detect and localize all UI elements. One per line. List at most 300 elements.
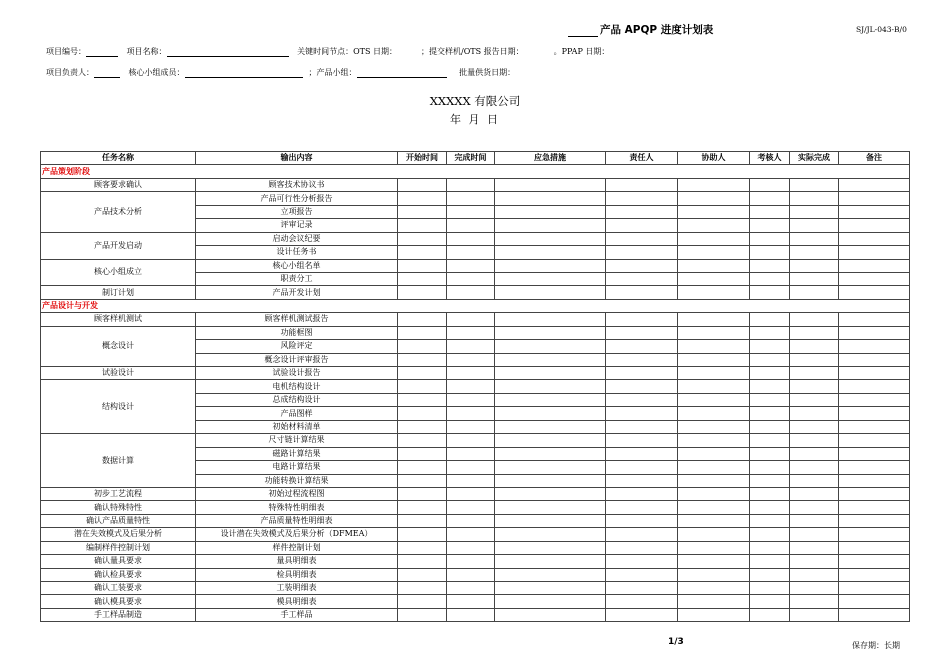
contingency-cell[interactable] [495,461,606,474]
assistant-cell[interactable] [678,407,750,420]
owner-cell[interactable] [606,582,678,595]
remarks-cell[interactable] [839,608,910,621]
assistant-cell[interactable] [678,555,750,568]
owner-cell[interactable] [606,501,678,514]
task-name-cell: 初步工艺流程 [41,487,196,500]
start-time-cell[interactable] [398,367,447,380]
assistant-cell[interactable] [678,367,750,380]
remarks-cell[interactable] [839,555,910,568]
remarks-cell[interactable] [839,514,910,527]
core-members-label: 核心小组成员： [128,68,185,77]
remarks-cell[interactable] [839,313,910,326]
assistant-cell[interactable] [678,246,750,259]
reviewer-cell[interactable] [750,326,790,339]
reviewer-cell[interactable] [750,367,790,380]
reviewer-cell[interactable] [750,393,790,406]
contingency-cell[interactable] [495,313,606,326]
start-time-cell[interactable] [398,514,447,527]
finish-time-cell[interactable] [447,367,495,380]
actual-completion-cell[interactable] [790,313,839,326]
table-row [41,367,910,380]
assistant-cell[interactable] [678,595,750,608]
project-name-field[interactable] [167,47,289,57]
remarks-cell[interactable] [839,568,910,581]
contingency-cell[interactable] [495,326,606,339]
actual-completion-cell[interactable] [790,608,839,621]
start-time-cell[interactable] [398,407,447,420]
actual-completion-cell[interactable] [790,219,839,232]
assistant-cell[interactable] [678,487,750,500]
finish-time-cell[interactable] [447,420,495,433]
actual-completion-cell[interactable] [790,514,839,527]
actual-completion-cell[interactable] [790,205,839,218]
table-row [41,528,910,541]
table-row [41,380,910,393]
assistant-cell[interactable] [678,232,750,245]
output-cell: 电机结构设计 [196,380,398,393]
assistant-cell[interactable] [678,340,750,353]
remarks-cell[interactable] [839,178,910,191]
output-cell: 核心小组名单 [196,259,398,272]
contingency-cell[interactable] [495,246,606,259]
start-time-cell[interactable] [398,340,447,353]
assistant-cell[interactable] [678,434,750,447]
remarks-cell[interactable] [839,447,910,460]
actual-completion-cell[interactable] [790,474,839,487]
contingency-cell[interactable] [495,447,606,460]
table-row [41,178,910,191]
core-members-field[interactable] [185,68,303,78]
owner-cell[interactable] [606,595,678,608]
assistant-cell[interactable] [678,178,750,191]
reviewer-cell[interactable] [750,178,790,191]
finish-time-cell[interactable] [447,487,495,500]
reviewer-cell[interactable] [750,286,790,299]
finish-time-cell[interactable] [447,528,495,541]
reviewer-cell[interactable] [750,353,790,366]
owner-cell[interactable] [606,380,678,393]
reviewer-cell[interactable] [750,380,790,393]
reviewer-cell[interactable] [750,582,790,595]
owner-cell[interactable] [606,219,678,232]
output-cell: 特殊特性明细表 [196,501,398,514]
finish-time-cell[interactable] [447,246,495,259]
reviewer-cell[interactable] [750,205,790,218]
actual-completion-cell[interactable] [790,259,839,272]
assistant-cell[interactable] [678,461,750,474]
document-date: 年 月 日 [450,113,500,126]
output-cell: 检具明细表 [196,568,398,581]
contingency-cell[interactable] [495,272,606,285]
remarks-cell[interactable] [839,219,910,232]
remarks-cell[interactable] [839,286,910,299]
remarks-cell[interactable] [839,487,910,500]
contingency-cell[interactable] [495,595,606,608]
actual-completion-cell[interactable] [790,353,839,366]
reviewer-cell[interactable] [750,447,790,460]
reviewer-cell[interactable] [750,528,790,541]
actual-completion-cell[interactable] [790,528,839,541]
contingency-cell[interactable] [495,487,606,500]
reviewer-cell[interactable] [750,246,790,259]
finish-time-cell[interactable] [447,582,495,595]
remarks-cell[interactable] [839,380,910,393]
remarks-cell[interactable] [839,541,910,554]
retention-period: 保存期：长期 [852,641,900,650]
assistant-cell[interactable] [678,286,750,299]
start-time-cell[interactable] [398,205,447,218]
finish-time-cell[interactable] [447,514,495,527]
output-cell: 产品质量特性明细表 [196,514,398,527]
output-cell: 尺寸链计算结果 [196,434,398,447]
owner-cell[interactable] [606,514,678,527]
remarks-cell[interactable] [839,393,910,406]
finish-time-cell[interactable] [447,393,495,406]
task-name-cell: 潜在失效模式及后果分析 [41,528,196,541]
remarks-cell[interactable] [839,340,910,353]
manager-field[interactable] [94,68,120,78]
contingency-cell[interactable] [495,367,606,380]
project-no-field[interactable] [86,47,118,57]
owner-cell[interactable] [606,420,678,433]
contingency-cell[interactable] [495,340,606,353]
remarks-cell[interactable] [839,326,910,339]
actual-completion-cell[interactable] [790,246,839,259]
start-time-cell[interactable] [398,232,447,245]
product-group-field[interactable] [357,68,447,78]
finish-time-cell[interactable] [447,259,495,272]
owner-cell[interactable] [606,340,678,353]
actual-completion-cell[interactable] [790,393,839,406]
remarks-cell[interactable] [839,474,910,487]
actual-completion-cell[interactable] [790,367,839,380]
reviewer-cell[interactable] [750,555,790,568]
contingency-cell[interactable] [495,528,606,541]
actual-completion-cell[interactable] [790,501,839,514]
owner-cell[interactable] [606,447,678,460]
start-time-cell[interactable] [398,608,447,621]
remarks-cell[interactable] [839,528,910,541]
assistant-cell[interactable] [678,447,750,460]
start-time-cell[interactable] [398,487,447,500]
finish-time-cell[interactable] [447,434,495,447]
actual-completion-cell[interactable] [790,326,839,339]
assistant-cell[interactable] [678,259,750,272]
reviewer-cell[interactable] [750,608,790,621]
task-name-cell: 核心小组成立 [41,259,196,286]
assistant-cell[interactable] [678,528,750,541]
reviewer-cell[interactable] [750,474,790,487]
start-time-cell[interactable] [398,178,447,191]
output-cell: 初始过程流程图 [196,487,398,500]
finish-time-cell[interactable] [447,541,495,554]
actual-completion-cell[interactable] [790,447,839,460]
product-group-label: ；产品小组： [308,68,357,77]
owner-cell[interactable] [606,178,678,191]
contingency-cell[interactable] [495,582,606,595]
start-time-cell[interactable] [398,595,447,608]
finish-time-cell[interactable] [447,232,495,245]
finish-time-cell[interactable] [447,568,495,581]
actual-completion-cell[interactable] [790,286,839,299]
assistant-cell[interactable] [678,568,750,581]
owner-cell[interactable] [606,434,678,447]
owner-cell[interactable] [606,568,678,581]
finish-time-cell[interactable] [447,178,495,191]
contingency-cell[interactable] [495,420,606,433]
start-time-cell[interactable] [398,272,447,285]
actual-completion-cell[interactable] [790,487,839,500]
start-time-cell[interactable] [398,246,447,259]
contingency-cell[interactable] [495,259,606,272]
owner-cell[interactable] [606,259,678,272]
contingency-cell[interactable] [495,474,606,487]
contingency-cell[interactable] [495,232,606,245]
reviewer-cell[interactable] [750,232,790,245]
reviewer-cell[interactable] [750,595,790,608]
contingency-cell[interactable] [495,541,606,554]
owner-cell[interactable] [606,608,678,621]
start-time-cell[interactable] [398,447,447,460]
contingency-cell[interactable] [495,514,606,527]
start-time-cell[interactable] [398,555,447,568]
remarks-cell[interactable] [839,595,910,608]
start-time-cell[interactable] [398,353,447,366]
remarks-cell[interactable] [839,246,910,259]
reviewer-cell[interactable] [750,420,790,433]
owner-cell[interactable] [606,326,678,339]
start-time-cell[interactable] [398,286,447,299]
contingency-cell[interactable] [495,407,606,420]
assistant-cell[interactable] [678,608,750,621]
table-row [41,595,910,608]
remarks-cell[interactable] [839,367,910,380]
actual-completion-cell[interactable] [790,178,839,191]
actual-completion-cell[interactable] [790,232,839,245]
reviewer-cell[interactable] [750,340,790,353]
remarks-cell[interactable] [839,205,910,218]
finish-time-cell[interactable] [447,286,495,299]
start-time-cell[interactable] [398,420,447,433]
start-time-cell[interactable] [398,219,447,232]
actual-completion-cell[interactable] [790,192,839,205]
actual-completion-cell[interactable] [790,582,839,595]
contingency-cell[interactable] [495,219,606,232]
remarks-cell[interactable] [839,407,910,420]
owner-cell[interactable] [606,541,678,554]
reviewer-cell[interactable] [750,407,790,420]
contingency-cell[interactable] [495,568,606,581]
owner-cell[interactable] [606,313,678,326]
finish-time-cell[interactable] [447,272,495,285]
reviewer-cell[interactable] [750,568,790,581]
owner-cell[interactable] [606,353,678,366]
finish-time-cell[interactable] [447,474,495,487]
reviewer-cell[interactable] [750,501,790,514]
finish-time-cell[interactable] [447,501,495,514]
remarks-cell[interactable] [839,259,910,272]
reviewer-cell[interactable] [750,313,790,326]
start-time-cell[interactable] [398,568,447,581]
column-header-task-name: 任务名称 [41,152,196,165]
contingency-cell[interactable] [495,178,606,191]
finish-time-cell[interactable] [447,461,495,474]
remarks-cell[interactable] [839,501,910,514]
owner-cell[interactable] [606,232,678,245]
start-time-cell[interactable] [398,259,447,272]
assistant-cell[interactable] [678,272,750,285]
assistant-cell[interactable] [678,219,750,232]
remarks-cell[interactable] [839,434,910,447]
contingency-cell[interactable] [495,286,606,299]
remarks-cell[interactable] [839,353,910,366]
remarks-cell[interactable] [839,232,910,245]
start-time-cell[interactable] [398,434,447,447]
owner-cell[interactable] [606,246,678,259]
assistant-cell[interactable] [678,582,750,595]
reviewer-cell[interactable] [750,461,790,474]
start-time-cell[interactable] [398,528,447,541]
actual-completion-cell[interactable] [790,568,839,581]
actual-completion-cell[interactable] [790,340,839,353]
assistant-cell[interactable] [678,514,750,527]
task-name-cell: 确认量具要求 [41,555,196,568]
key-nodes-label: 关键时间节点：OTS 日期： [297,47,398,56]
contingency-cell[interactable] [495,608,606,621]
finish-time-cell[interactable] [447,205,495,218]
owner-cell[interactable] [606,407,678,420]
finish-time-cell[interactable] [447,380,495,393]
output-cell: 初始材料清单 [196,420,398,433]
actual-completion-cell[interactable] [790,407,839,420]
finish-time-cell[interactable] [447,219,495,232]
actual-completion-cell[interactable] [790,541,839,554]
table-row [41,232,910,245]
actual-completion-cell[interactable] [790,272,839,285]
finish-time-cell[interactable] [447,447,495,460]
owner-cell[interactable] [606,461,678,474]
contingency-cell[interactable] [495,192,606,205]
start-time-cell[interactable] [398,461,447,474]
start-time-cell[interactable] [398,393,447,406]
owner-cell[interactable] [606,393,678,406]
remarks-cell[interactable] [839,420,910,433]
finish-time-cell[interactable] [447,595,495,608]
task-name-cell: 试验设计 [41,367,196,380]
document-title [568,22,713,37]
start-time-cell[interactable] [398,541,447,554]
actual-completion-cell[interactable] [790,420,839,433]
contingency-cell[interactable] [495,393,606,406]
owner-cell[interactable] [606,555,678,568]
assistant-cell[interactable] [678,474,750,487]
contingency-cell[interactable] [495,434,606,447]
finish-time-cell[interactable] [447,407,495,420]
assistant-cell[interactable] [678,353,750,366]
assistant-cell[interactable] [678,541,750,554]
task-name-cell: 手工样品制造 [41,608,196,621]
remarks-cell[interactable] [839,461,910,474]
finish-time-cell[interactable] [447,326,495,339]
actual-completion-cell[interactable] [790,595,839,608]
reviewer-cell[interactable] [750,514,790,527]
contingency-cell[interactable] [495,380,606,393]
start-time-cell[interactable] [398,474,447,487]
start-time-cell[interactable] [398,582,447,595]
owner-cell[interactable] [606,487,678,500]
section-row [41,299,910,312]
start-time-cell[interactable] [398,326,447,339]
column-header-start-time: 开始时间 [398,152,447,165]
assistant-cell[interactable] [678,313,750,326]
task-name-cell: 编制样件控制计划 [41,541,196,554]
remarks-cell[interactable] [839,272,910,285]
contingency-cell[interactable] [495,555,606,568]
table-row [41,582,910,595]
assistant-cell[interactable] [678,326,750,339]
assistant-cell[interactable] [678,205,750,218]
start-time-cell[interactable] [398,501,447,514]
contingency-cell[interactable] [495,353,606,366]
finish-time-cell[interactable] [447,313,495,326]
owner-cell[interactable] [606,474,678,487]
column-header-assistant: 协助人 [678,152,750,165]
reviewer-cell[interactable] [750,487,790,500]
owner-cell[interactable] [606,528,678,541]
contingency-cell[interactable] [495,205,606,218]
reviewer-cell[interactable] [750,272,790,285]
actual-completion-cell[interactable] [790,461,839,474]
start-time-cell[interactable] [398,192,447,205]
assistant-cell[interactable] [678,393,750,406]
finish-time-cell[interactable] [447,555,495,568]
reviewer-cell[interactable] [750,434,790,447]
reviewer-cell[interactable] [750,219,790,232]
actual-completion-cell[interactable] [790,555,839,568]
assistant-cell[interactable] [678,501,750,514]
owner-cell[interactable] [606,367,678,380]
start-time-cell[interactable] [398,380,447,393]
owner-cell[interactable] [606,205,678,218]
header-line-1 [46,46,609,57]
owner-cell[interactable] [606,272,678,285]
finish-time-cell[interactable] [447,192,495,205]
finish-time-cell[interactable] [447,353,495,366]
remarks-cell[interactable] [839,582,910,595]
actual-completion-cell[interactable] [790,434,839,447]
output-cell: 立项报告 [196,205,398,218]
actual-completion-cell[interactable] [790,380,839,393]
remarks-cell[interactable] [839,192,910,205]
assistant-cell[interactable] [678,380,750,393]
title-text: 产品 APQP 进度计划表 [600,24,714,36]
table-row [41,326,910,339]
contingency-cell[interactable] [495,501,606,514]
assistant-cell[interactable] [678,192,750,205]
start-time-cell[interactable] [398,313,447,326]
reviewer-cell[interactable] [750,259,790,272]
owner-cell[interactable] [606,286,678,299]
ppap-label: 。PPAP 日期： [553,47,610,56]
column-header-finish-time: 完成时间 [447,152,495,165]
assistant-cell[interactable] [678,420,750,433]
finish-time-cell[interactable] [447,608,495,621]
company-name: XXXXX 有限公司 [429,94,521,108]
finish-time-cell[interactable] [447,340,495,353]
owner-cell[interactable] [606,192,678,205]
reviewer-cell[interactable] [750,192,790,205]
reviewer-cell[interactable] [750,541,790,554]
